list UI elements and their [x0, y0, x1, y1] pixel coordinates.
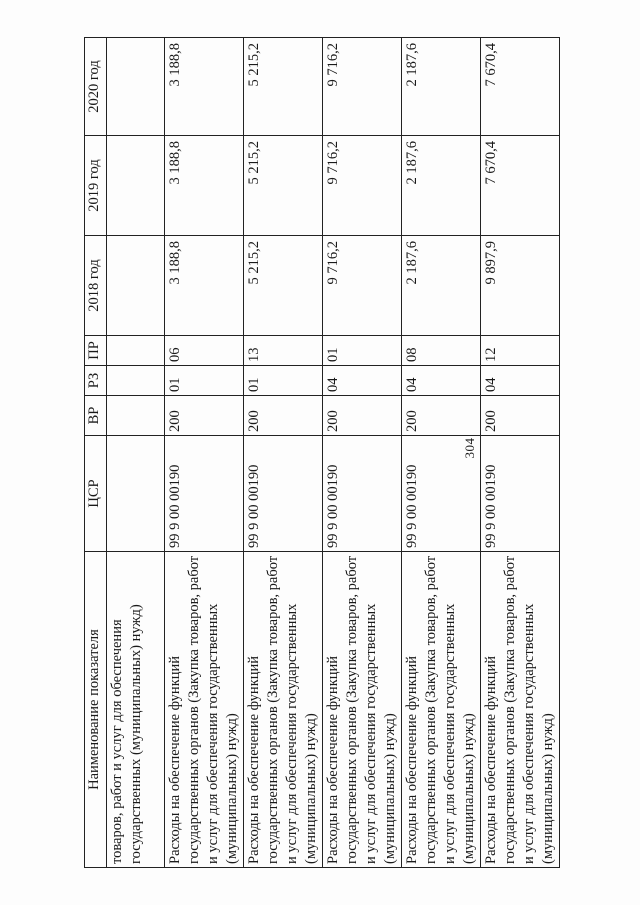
row-csr: 99 9 00 00190 — [244, 436, 323, 552]
row-vr: 200 — [323, 396, 402, 436]
row-pr: 12 — [481, 336, 560, 366]
header-2018: 2018 год — [85, 236, 107, 336]
row-2018: 9 716,2 — [323, 236, 402, 336]
continuation-text: товаров, работ и услуг для обеспечения государственных (муниципальных) нужд) — [107, 552, 165, 868]
row-pr: 13 — [244, 336, 323, 366]
row-2020: 5 215,2 — [244, 38, 323, 136]
header-2020: 2020 год — [85, 38, 107, 136]
row-pr: 08 — [402, 336, 481, 366]
row-2020: 7 670,4 — [481, 38, 560, 136]
row-csr: 99 9 00 00190 — [323, 436, 402, 552]
row-name: Расходы на обеспечение функций государственных органов (Закупка товаров, работ и услуг для обеспечения государственных (муниципальных) нужд) — [244, 552, 323, 868]
row-rz: 04 — [323, 366, 402, 396]
row-2020: 2 187,6 — [402, 38, 481, 136]
row-name: Расходы на обеспечение функций государственных органов (Закупка товаров, работ и услуг для обеспечения государственных (муниципальных) нужд) — [323, 552, 402, 868]
row-2019: 9 716,2 — [323, 136, 402, 236]
row-vr: 200 — [481, 396, 560, 436]
table-row — [402, 38, 481, 868]
row-pr: 06 — [165, 336, 244, 366]
row-rz: 04 — [481, 366, 560, 396]
row-2018: 9 897,9 — [481, 236, 560, 336]
table-row — [323, 38, 402, 868]
rotated-table-container — [84, 38, 556, 868]
header-2019: 2019 год — [85, 136, 107, 236]
row-2019: 5 215,2 — [244, 136, 323, 236]
table-header-row — [85, 38, 107, 868]
row-2018: 5 215,2 — [244, 236, 323, 336]
row-rz: 01 — [165, 366, 244, 396]
row-pr: 01 — [323, 336, 402, 366]
header-vr: ВР — [85, 396, 107, 436]
row-rz: 04 — [402, 366, 481, 396]
row-2019: 2 187,6 — [402, 136, 481, 236]
header-name: Наименование показателя — [85, 552, 107, 868]
header-rz: РЗ — [85, 366, 107, 396]
row-2020: 3 188,8 — [165, 38, 244, 136]
row-2020: 9 716,2 — [323, 38, 402, 136]
table-row — [165, 38, 244, 868]
row-2019: 7 670,4 — [481, 136, 560, 236]
table-row — [481, 38, 560, 868]
page-number: 304 — [462, 437, 477, 459]
row-2019: 3 188,8 — [165, 136, 244, 236]
row-name: Расходы на обеспечение функций государственных органов (Закупка товаров, работ и услуг для обеспечения государственных (муниципальных) нужд) — [481, 552, 560, 868]
row-csr: 99 9 00 00190 — [165, 436, 244, 552]
row-2018: 3 188,8 — [165, 236, 244, 336]
row-name: Расходы на обеспечение функций государственных органов (Закупка товаров, работ и услуг для обеспечения государственных (муниципальных) нужд) — [402, 552, 481, 868]
row-vr: 200 — [165, 396, 244, 436]
row-2018: 2 187,6 — [402, 236, 481, 336]
header-csr: ЦСР — [85, 436, 107, 552]
row-name: Расходы на обеспечение функций государственных органов (Закупка товаров, работ и услуг для обеспечения государственных (муниципальных) нужд) — [165, 552, 244, 868]
header-pr: ПР — [85, 336, 107, 366]
row-csr: 99 9 00 00190 — [481, 436, 560, 552]
budget-table — [84, 37, 560, 868]
table-row — [244, 38, 323, 868]
continuation-row — [107, 38, 165, 868]
row-vr: 200 — [244, 396, 323, 436]
row-vr: 200 — [402, 396, 481, 436]
row-csr: 99 9 00 00190 — [402, 436, 481, 552]
row-rz: 01 — [244, 366, 323, 396]
